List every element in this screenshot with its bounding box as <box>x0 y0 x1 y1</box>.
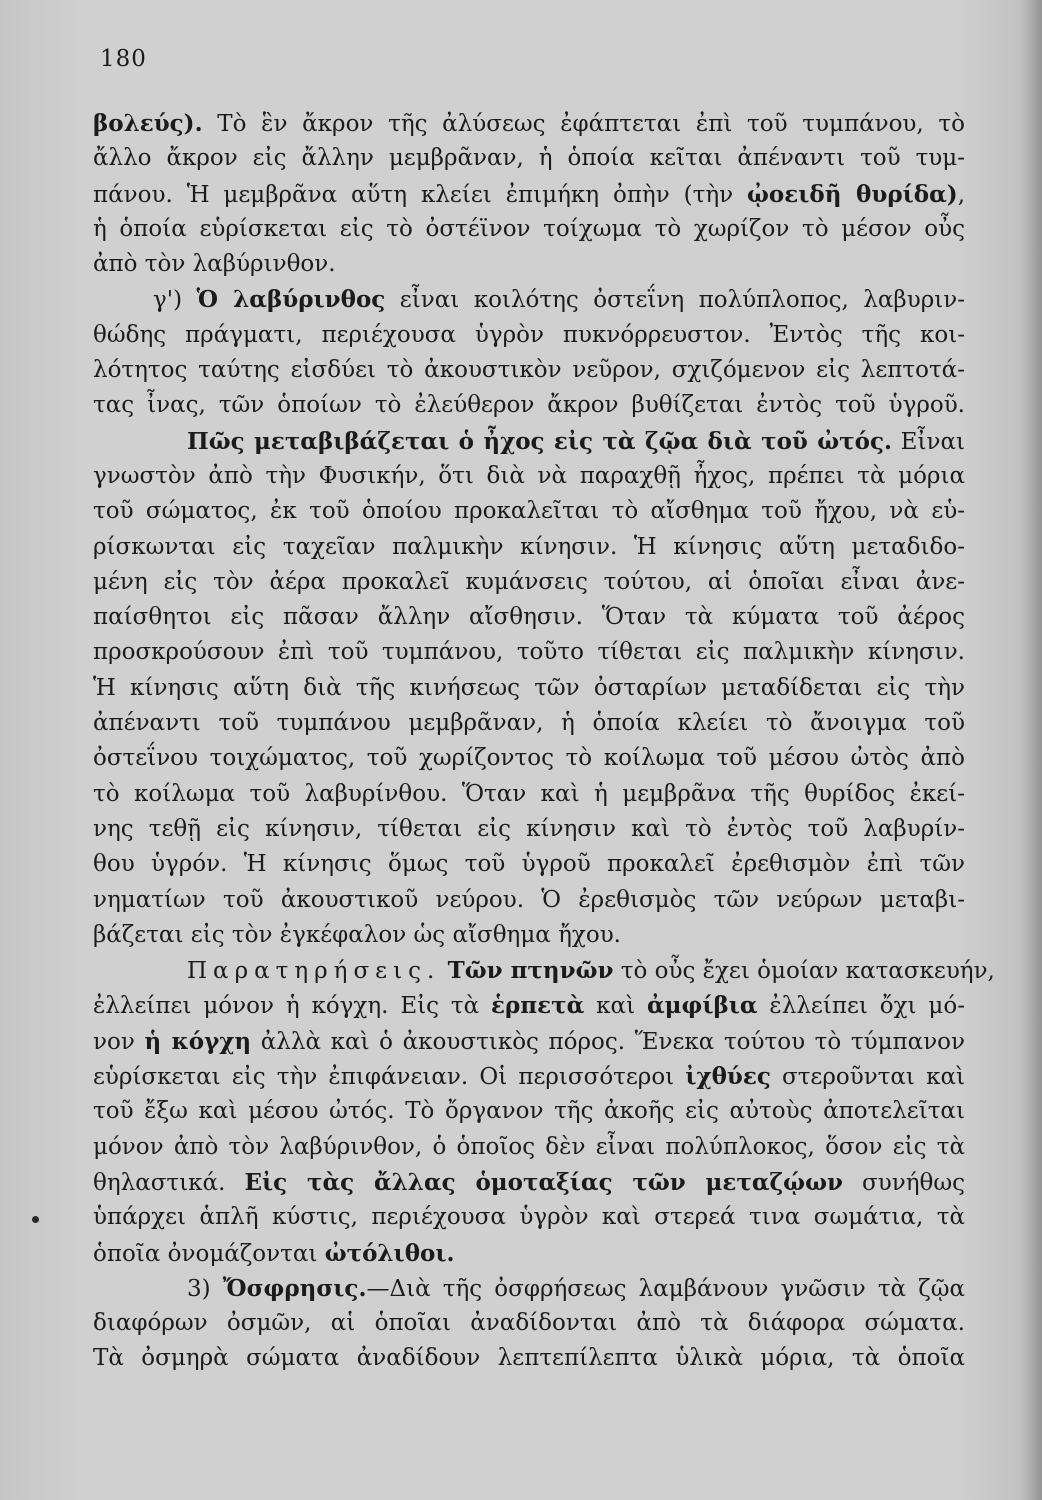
bold-term: ᾠοειδῆ θυρίδα) <box>747 180 958 208</box>
text-line <box>93 1341 965 1376</box>
text-line <box>93 388 965 423</box>
page-number: 180 <box>100 46 147 72</box>
text-run: γνωστὸν ἀπὸ τὴν Φυσικήν, ὅτι διὰ νὰ παραχθῇ ἦχος, πρέπει τὰ μόρια <box>93 462 965 489</box>
margin-mark <box>32 1216 39 1223</box>
text-run: παίσθητοι εἰς πᾶσαν ἄλλην αἴσθησιν. Ὅταν τὰ κύματα τοῦ ἀέρος <box>93 604 965 631</box>
text-run: συνήθως <box>842 1169 965 1196</box>
text-line <box>93 565 965 600</box>
text-line <box>93 459 965 494</box>
text-line <box>93 847 965 882</box>
bold-term: βολεύς). <box>93 110 203 137</box>
text-run: ἀπὸ τὸν λαβύρινθον. <box>93 251 336 278</box>
body-text <box>93 106 995 1377</box>
text-run: τὸ οὖς ἔχει ὁμοίαν κατασκευήν, <box>613 958 995 985</box>
text-line <box>93 282 965 317</box>
text-run: λότητος ταύτης εἰσδύει τὸ ἀκουστικὸν νεῦρον, σχιζόμενον εἰς λεπτοτά- <box>93 357 965 384</box>
text-line <box>93 424 965 459</box>
text-line <box>93 812 965 847</box>
text-run: 3) <box>187 1275 223 1302</box>
text-run: ἄλλο ἄκρον εἰς ἄλλην μεμβρᾶναν, ἡ ὁποία κεῖται ἀπέναντι τοῦ τυμ- <box>93 145 965 172</box>
text-run: τας ἶνας, τῶν ὁποίων τὸ ἐλεύθερον ἄκρον βυθίζεται ἐντὸς τοῦ ὑγροῦ. <box>93 392 965 419</box>
text-line <box>93 247 965 282</box>
text-run: Παρατηρήσεις. <box>187 958 441 985</box>
text-run: θώδης πράγματι, περιέχουσα ὑγρὸν πυκνόρρευστον. Ἐντὸς τῆς κοι- <box>93 321 965 348</box>
text-run: ἐλλείπει μόνον ἡ κόγχη. Εἰς τὰ <box>93 993 492 1020</box>
bold-term: Τῶν πτηνῶν <box>447 957 614 985</box>
bold-term: Εἰς τὰς ἄλλας ὁμοταξίας τῶν μεταζῴων <box>244 1168 843 1196</box>
text-run: μόνον ἀπὸ τὸν λαβύρινθον, ὁ ὁποῖος δὲν εἶναι πολύπλοκος, ὅσον εἰς τὰ <box>93 1133 965 1160</box>
bold-term: ἀμφίβια <box>646 992 758 1020</box>
text-run: νον <box>93 1028 145 1055</box>
text-line <box>93 353 965 388</box>
text-line <box>93 671 965 706</box>
text-line <box>93 1024 965 1059</box>
binding-shadow <box>1020 0 1042 1500</box>
bold-term: ἑρπετὰ <box>491 992 585 1020</box>
text-line <box>93 953 995 988</box>
bold-term: ὠτόλιθοι. <box>324 1239 455 1267</box>
text-run <box>440 958 447 984</box>
text-line <box>93 600 965 635</box>
text-line <box>93 106 965 141</box>
text-run: θηλαστικά. <box>93 1169 245 1196</box>
text-line <box>93 883 965 918</box>
text-line <box>93 494 965 529</box>
text-run: καὶ <box>584 993 647 1020</box>
text-line <box>93 1271 965 1306</box>
text-run: —Διὰ τῆς ὀσφρήσεως λαμβάνουν γνῶσιν τὰ ζῷα <box>366 1275 965 1302</box>
text-run: θου ὑγρόν. Ἡ κίνησις ὅμως τοῦ ὑγροῦ προκαλεῖ ἐρεθισμὸν ἐπὶ τῶν <box>93 851 965 878</box>
bold-term: Ὁ λαβύρινθος <box>196 286 386 314</box>
text-run: βάζεται εἰς τὸν ἐγκέφαλον ὡς αἴσθημα ἤχου. <box>93 921 621 948</box>
text-line <box>93 318 965 353</box>
text-run: τοῦ ἔξω καὶ μέσου ὠτός. Τὸ ὄργανον τῆς ἀκοῆς εἰς αὐτοὺς ἀποτελεῖται <box>93 1098 965 1125</box>
text-run: εὑρίσκεται εἰς τὴν ἐπιφάνειαν. Οἱ περισσότεροι <box>93 1064 686 1091</box>
text-line <box>93 1165 965 1200</box>
text-run: γ') <box>153 287 197 314</box>
text-line <box>93 988 965 1023</box>
text-run: Τὰ ὀσμηρὰ σώματα ἀναδίδουν λεπτεπίλεπτα ὑλικὰ μόρια, τὰ ὁποῖα <box>93 1345 965 1372</box>
bold-term: ἰχθύες <box>685 1063 771 1091</box>
text-line <box>93 741 965 776</box>
text-run: ὑπάρχει ἁπλῆ κύστις, περιέχουσα ὑγρὸν καὶ στερεά τινα σωμάτια, τὰ <box>93 1204 965 1231</box>
text-run: ρίσκωνται εἰς ταχεῖαν παλμικὴν κίνησιν. Ἡ κίνησις αὕτη μεταδιδο- <box>93 533 965 560</box>
text-run: τὸ κοίλωμα τοῦ λαβυρίνθου. Ὅταν καὶ ἡ μεμβρᾶνα τῆς θυρίδος ἐκεί- <box>93 780 965 807</box>
text-line <box>93 212 965 247</box>
text-run: πάνου. Ἡ μεμβρᾶνα αὕτη κλείει ἐπιμήκη ὀπὴν (τὴν <box>93 181 747 208</box>
text-line <box>93 918 965 953</box>
text-run: εἶναι κοιλότης ὀστεΐνη πολύπλοπος, λαβυριν- <box>385 287 966 314</box>
text-run: ἀπέναντι τοῦ τυμπάνου μεμβρᾶναν, ἡ ὁποία κλείει τὸ ἄνοιγμα τοῦ <box>93 710 965 737</box>
text-run: διαφόρων ὀσμῶν, αἱ ὁποῖαι ἀναδίδονται ἀπὸ τὰ διάφορα σώματα. <box>93 1310 965 1337</box>
text-run: τοῦ σώματος, ἐκ τοῦ ὁποίου προκαλεῖται τὸ αἴσθημα τοῦ ἤχου, νὰ εὑ- <box>93 498 965 525</box>
text-line <box>93 1236 965 1271</box>
text-run: ὀστεΐνου τοιχώματος, τοῦ χωρίζοντος τὸ κοίλωμα τοῦ μέσου ὠτὸς ἀπὸ <box>93 745 965 772</box>
text-run: στεροῦνται καὶ <box>770 1064 965 1091</box>
text-run: προσκρούσουν ἐπὶ τοῦ τυμπάνου, τοῦτο τίθεται εἰς παλμικὴν κίνησιν. <box>93 639 965 666</box>
bold-term: Πῶς μεταβιβάζεται ὁ ἦχος εἰς τὰ ζῷα διὰ τοῦ ὠτός. <box>187 427 892 455</box>
text-line <box>93 530 965 565</box>
text-run: νης τεθῇ εἰς κίνησιν, τίθεται εἰς κίνησιν καὶ τὸ ἐντὸς τοῦ λαβυρίν- <box>93 815 965 842</box>
text-line <box>93 141 965 176</box>
text-run: ἡ ὁποία εὑρίσκεται εἰς τὸ ὀστέϊνον τοίχωμα τὸ χωρίζον τὸ μέσον οὖς <box>93 215 965 242</box>
text-run: ἀλλὰ καὶ ὁ ἀκουστικὸς πόρος. Ἕνεκα τούτου τὸ τύμπανον <box>251 1028 966 1055</box>
text-line <box>93 706 965 741</box>
text-line <box>93 1306 965 1341</box>
text-run: ὁποῖα ὀνομάζονται <box>93 1240 325 1267</box>
text-run: ἐλλείπει ὄχι μό- <box>757 993 965 1020</box>
text-run: Τὸ ἓν ἄκρον τῆς ἀλύσεως ἐφάπτεται ἐπὶ τοῦ τυμπάνου, τὸ <box>202 111 965 137</box>
text-line <box>93 177 965 212</box>
text-run: νηματίων τοῦ ἀκουστικοῦ νεύρου. Ὁ ἐρεθισμὸς τῶν νεύρων μεταβι- <box>93 886 965 913</box>
text-line <box>93 1200 965 1235</box>
text-run: μένη εἰς τὸν ἀέρα προκαλεῖ κυμάνσεις τούτου, αἱ ὁποῖαι εἶναι ἀνε- <box>93 568 965 595</box>
bold-term: ἡ κόγχη <box>144 1027 252 1055</box>
text-line <box>93 1130 965 1165</box>
text-run: Εἶναι <box>891 428 966 455</box>
text-line <box>93 1059 965 1094</box>
text-line <box>93 777 965 812</box>
text-line <box>93 635 965 670</box>
text-run: Ἡ κίνησις αὕτη διὰ τῆς κινήσεως τῶν ὀσταρίων μεταδίδεται εἰς τὴν <box>93 674 965 701</box>
text-line <box>93 1094 965 1129</box>
text-run: , <box>957 181 965 208</box>
bold-term: Ὄσφρησις. <box>222 1274 367 1302</box>
